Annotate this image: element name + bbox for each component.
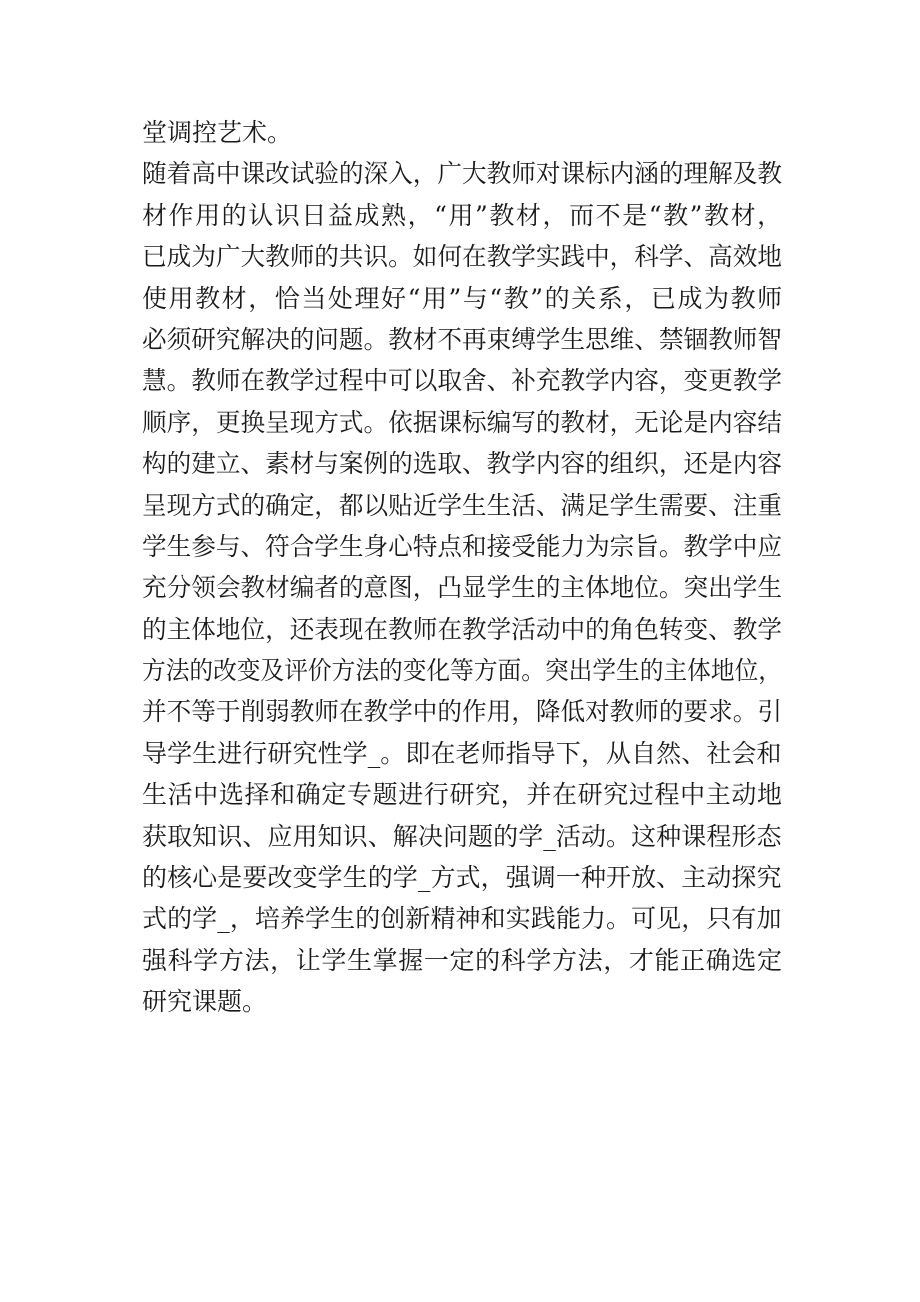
text-line: 生活中选择和确定专题进行研究，并在研究过程中主动地: [142, 780, 783, 810]
text-line: 呈现方式的确定，都以贴近学生生活、满足学生需要、注重: [142, 490, 783, 520]
body-text: [142, 112, 782, 1023]
text-line: 随着高中课改试验的深入，广大教师对课标内涵的理解及教: [142, 159, 783, 189]
text-line: 方法的改变及评价方法的变化等方面。突出学生的主体地位，: [142, 656, 782, 686]
text-line: 并不等于削弱教师在教学中的作用，降低对教师的要求。引: [142, 697, 783, 727]
text-line: 必须研究解决的问题。教材不再束缚学生思维、禁锢教师智: [142, 324, 783, 354]
text-line: 使用教材，恰当处理好“用”与“教”的关系，已成为教师: [142, 283, 784, 313]
text-line: 的核心是要改变学生的学_方式，强调一种开放、主动探究: [142, 863, 782, 893]
text-line: 充分领会教材编者的意图，凸显学生的主体地位。突出学生: [142, 573, 783, 603]
text-line: 构的建立、素材与案例的选取、教学内容的组织，还是内容: [142, 449, 783, 479]
text-line: 顺序，更换呈现方式。依据课标编写的教材，无论是内容结: [142, 407, 783, 437]
text-line: 已成为广大教师的共识。如何在教学实践中，科学、高效地: [142, 242, 783, 272]
text-line: 堂调控艺术。: [142, 118, 293, 147]
text-line: 研究课题。: [142, 987, 268, 1017]
text-line: 式的学_，培养学生的创新精神和实践能力。可见，只有加: [142, 904, 782, 934]
text-line: 导学生进行研究性学_。即在老师指导下，从自然、社会和: [142, 738, 782, 768]
text-line: 材作用的认识日益成熟，“用”教材，而不是“教”教材，: [142, 200, 784, 230]
text-line: 获取知识、应用知识、解决问题的学_活动。这种课程形态: [142, 821, 782, 851]
text-line: 的主体地位，还表现在教师在教学活动中的角色转变、教学: [142, 614, 783, 644]
text-line: 学生参与、符合学生身心特点和接受能力为宗旨。教学中应: [142, 531, 783, 561]
text-line: 强科学方法，让学生掌握一定的科学方法，才能正确选定: [142, 945, 783, 975]
text-line: 慧。教师在教学过程中可以取舍、补充教学内容，变更教学: [142, 366, 783, 396]
